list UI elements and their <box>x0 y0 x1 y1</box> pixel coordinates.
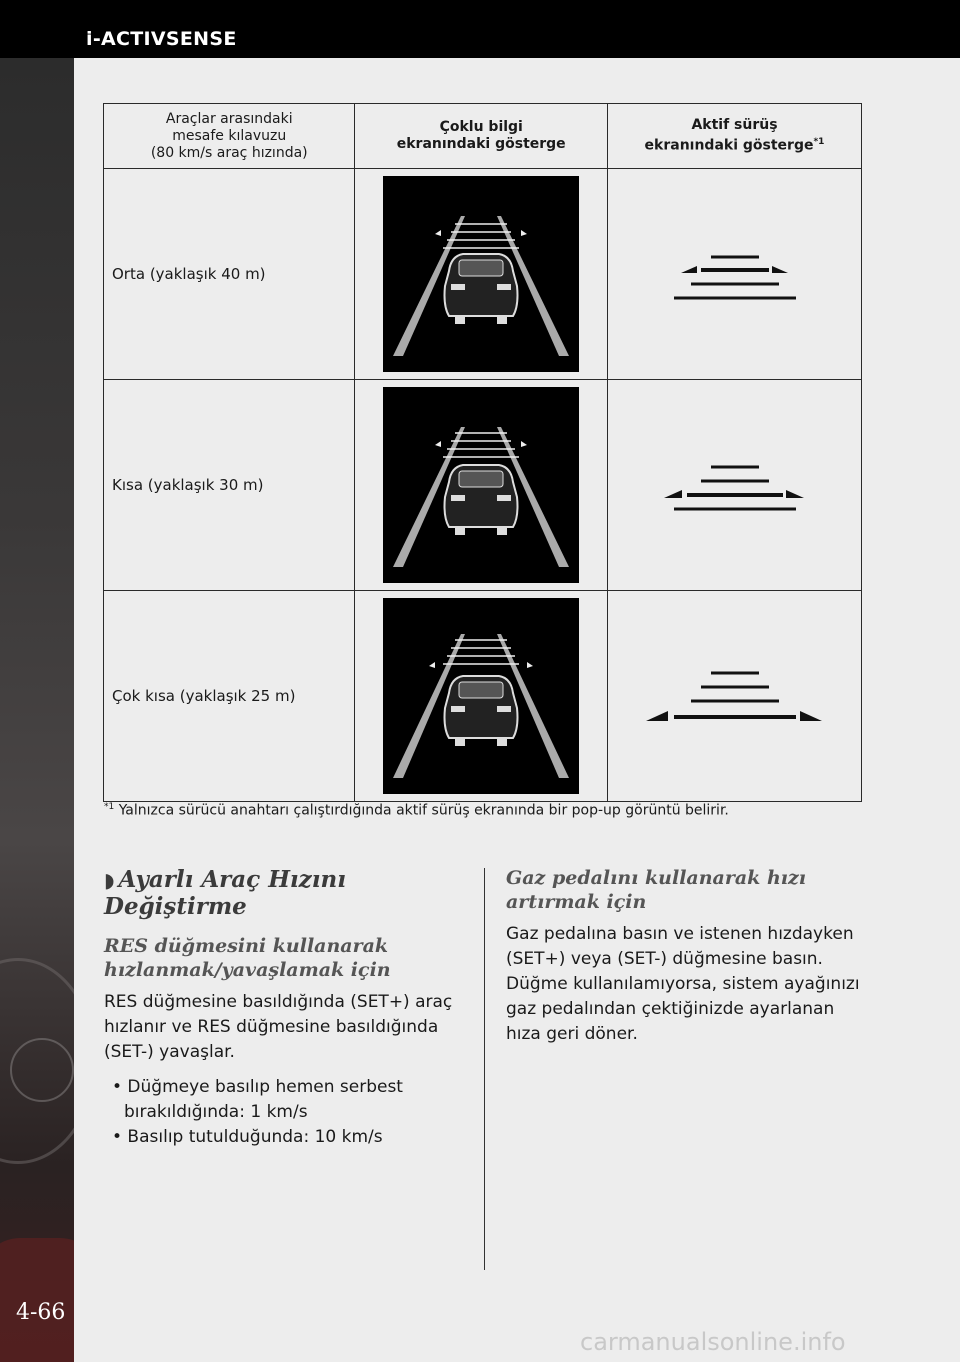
table-header-row <box>104 104 862 169</box>
right-column <box>506 866 866 1047</box>
table-row <box>104 380 862 591</box>
accelerator-body: Gaz pedalına basın ve istenen hızdayken (SET+) veya (SET-) düğmesine basın. Düğme kullanılamıyorsa, sistem ayağınızı gaz pedalından çektiğinizde ayarlanan hıza geri döner. <box>506 924 860 1044</box>
footnote-text: Yalnızca sürücü anahtarı çalıştırdığında aktif sürüş ekranında bir pop-up görüntü belirir. <box>118 802 729 819</box>
header-line <box>608 134 861 155</box>
lane-car-illustration <box>383 598 579 794</box>
header-line: Çoklu bilgi <box>439 119 523 135</box>
side-photo-strip <box>0 58 74 1362</box>
header-distance-guide <box>104 104 355 169</box>
table-row <box>104 591 862 802</box>
distance-bars-medium <box>608 169 861 375</box>
watermark: carmanualsonline.info <box>580 1328 846 1356</box>
footnote-mark: *1 <box>104 802 115 812</box>
list-item: • Düğmeye basılıp hemen serbest bırakıldığında: 1 km/s <box>112 1077 403 1122</box>
page-number: 4-66 <box>16 1300 66 1325</box>
multi-info-cell <box>355 591 608 802</box>
column-divider <box>484 868 485 1270</box>
lane-car-illustration <box>383 387 579 583</box>
distance-label: Kısa (yaklaşık 30 m) <box>104 380 355 591</box>
accelerator-subtitle: Gaz pedalını kullanarak hızı artırmak için <box>506 867 806 913</box>
header-multi-info-display <box>355 104 608 169</box>
res-body: RES düğmesine basıldığında (SET+) araç hızlanır ve RES düğmesine basıldığında (SET-) yavaşlar. <box>104 992 453 1062</box>
dashboard-photo-knob <box>10 1038 74 1102</box>
header-active-driving-display <box>607 104 861 169</box>
left-column <box>104 866 464 1150</box>
chapter-title: i-ACTIVSENSE <box>86 28 237 50</box>
distance-guide-table <box>103 103 862 802</box>
header-line: mesafe kılavuzu <box>172 127 287 144</box>
multi-info-cell <box>355 380 608 591</box>
active-driving-cell <box>607 380 861 591</box>
res-subtitle: RES düğmesini kullanarak hızlanmak/yavaşlamak için <box>104 935 391 981</box>
distance-bars-short <box>608 380 861 586</box>
header-line: (80 km/s araç hızında) <box>150 144 308 161</box>
list-item: • Basılıp tutulduğunda: 10 km/s <box>112 1127 383 1147</box>
active-driving-cell <box>607 591 861 802</box>
distance-label: Orta (yaklaşık 40 m) <box>104 169 355 380</box>
header-line: Aktif sürüş <box>691 117 778 134</box>
distance-label: Çok kısa (yaklaşık 25 m) <box>104 591 355 802</box>
header-line: ekranındaki gösterge <box>396 136 566 152</box>
header-line-text: ekranındaki gösterge <box>644 137 814 154</box>
multi-info-cell <box>355 169 608 380</box>
section-marker-icon: ◗ <box>104 868 115 892</box>
footnote-superscript: *1 <box>813 137 825 148</box>
table-row <box>104 169 862 380</box>
res-bullet-list <box>104 1075 464 1150</box>
section-title-text: Ayarlı Araç Hızını Değiştirme <box>104 866 346 920</box>
header-line: Araçlar arasındaki <box>165 110 293 127</box>
lane-car-illustration <box>383 176 579 372</box>
distance-bars-very-short <box>608 591 861 797</box>
section-title <box>104 866 464 920</box>
active-driving-cell <box>607 169 861 380</box>
header-bar <box>0 0 960 58</box>
table-footnote <box>104 802 729 819</box>
